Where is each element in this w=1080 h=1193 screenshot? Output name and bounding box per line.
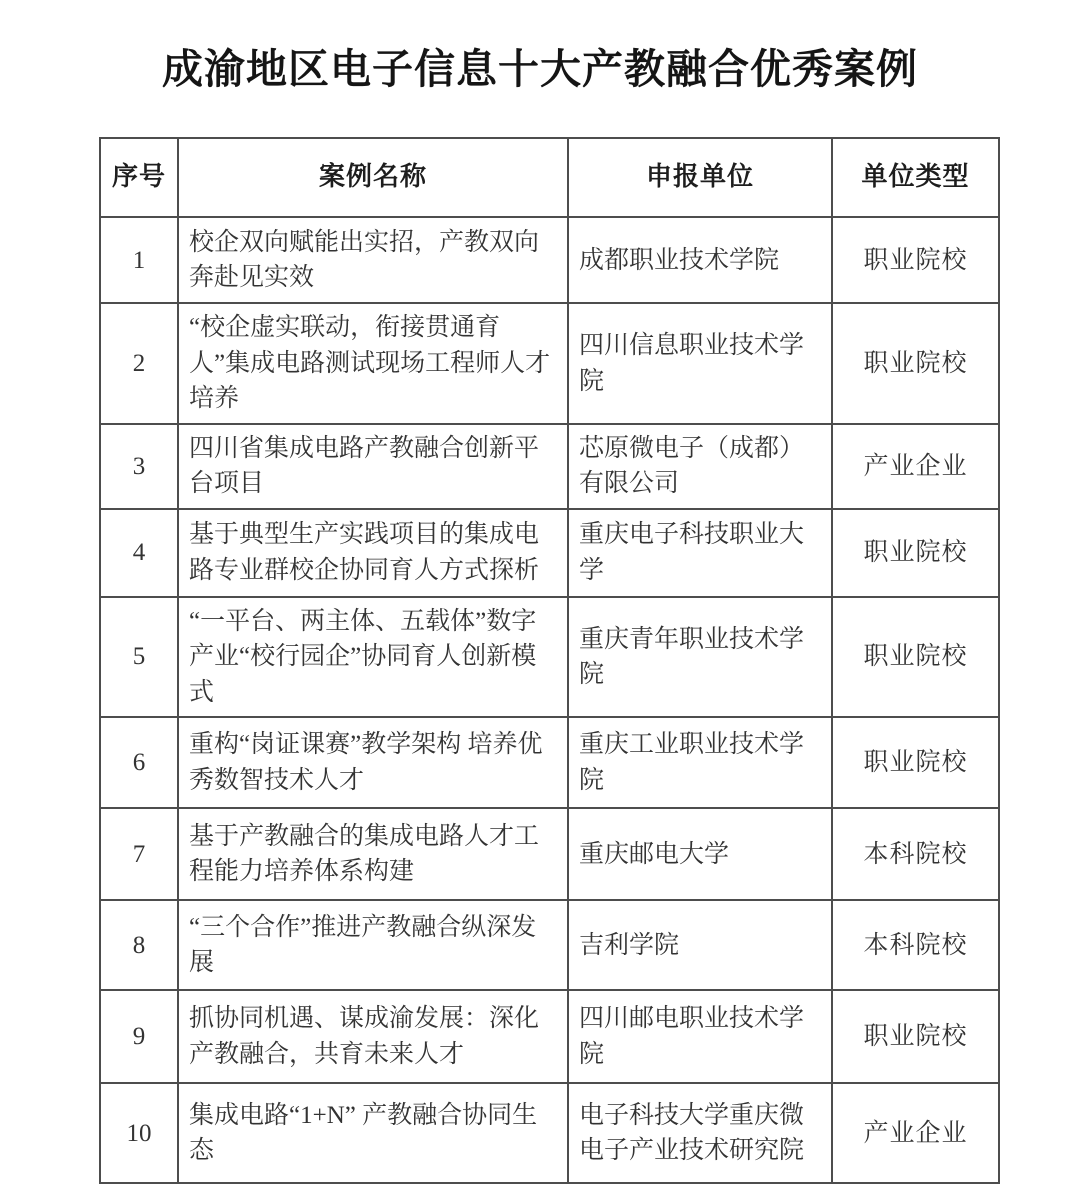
cases-table (99, 137, 1000, 1184)
serial-number-cell: 9 (100, 990, 178, 1083)
unit-type-cell: 产业企业 (832, 424, 999, 509)
applicant-unit-cell: 四川邮电职业技术学院 (568, 990, 832, 1083)
case-name-cell: 集成电路“1+N” 产教融合协同生态 (178, 1083, 568, 1183)
applicant-unit-cell: 电子科技大学重庆微电子产业技术研究院 (568, 1083, 832, 1183)
unit-type-cell: 职业院校 (832, 303, 999, 424)
case-name-cell: 重构“岗证课赛”教学架构 培养优秀数智技术人才 (178, 717, 568, 808)
serial-number-cell: 1 (100, 217, 178, 303)
table-row-3 (100, 424, 999, 509)
header-unit-type: 单位类型 (832, 138, 999, 217)
table-row-6 (100, 717, 999, 808)
applicant-unit-cell: 重庆电子科技职业大学 (568, 509, 832, 597)
applicant-unit-cell: 重庆工业职业技术学院 (568, 717, 832, 808)
case-name-cell: “三个合作”推进产教融合纵深发展 (178, 900, 568, 990)
case-name-cell: “一平台、两主体、五载体”数字产业“校行园企”协同育人创新模式 (178, 597, 568, 718)
case-name-cell: “校企虚实联动，衔接贯通育人”集成电路测试现场工程师人才培养 (178, 303, 568, 424)
table-row-5 (100, 597, 999, 718)
table-row-9 (100, 990, 999, 1083)
serial-number-cell: 5 (100, 597, 178, 718)
applicant-unit-cell: 成都职业技术学院 (568, 217, 832, 303)
case-name-cell: 四川省集成电路产教融合创新平台项目 (178, 424, 568, 509)
header-case-name: 案例名称 (178, 138, 568, 217)
unit-type-cell: 产业企业 (832, 1083, 999, 1183)
unit-type-cell: 职业院校 (832, 717, 999, 808)
unit-type-cell: 本科院校 (832, 900, 999, 990)
header-applicant-unit: 申报单位 (568, 138, 832, 217)
unit-type-cell: 职业院校 (832, 509, 999, 597)
serial-number-cell: 2 (100, 303, 178, 424)
serial-number-cell: 6 (100, 717, 178, 808)
applicant-unit-cell: 重庆青年职业技术学院 (568, 597, 832, 718)
applicant-unit-cell: 四川信息职业技术学院 (568, 303, 832, 424)
page-title: 成渝地区电子信息十大产教融合优秀案例 (162, 46, 918, 92)
applicant-unit-cell: 重庆邮电大学 (568, 808, 832, 900)
table-row-4 (100, 509, 999, 597)
table-row-8 (100, 900, 999, 990)
serial-number-cell: 3 (100, 424, 178, 509)
serial-number-cell: 7 (100, 808, 178, 900)
case-name-cell: 基于典型生产实践项目的集成电路专业群校企协同育人方式探析 (178, 509, 568, 597)
unit-type-cell: 职业院校 (832, 217, 999, 303)
case-name-cell: 抓协同机遇、谋成渝发展：深化产教融合，共育未来人才 (178, 990, 568, 1083)
case-name-cell: 基于产教融合的集成电路人才工程能力培养体系构建 (178, 808, 568, 900)
header-serial-number: 序号 (100, 138, 178, 217)
unit-type-cell: 职业院校 (832, 990, 999, 1083)
table-row-2 (100, 303, 999, 424)
serial-number-cell: 10 (100, 1083, 178, 1183)
table-header-row (100, 138, 999, 217)
table-row-1 (100, 217, 999, 303)
unit-type-cell: 本科院校 (832, 808, 999, 900)
serial-number-cell: 8 (100, 900, 178, 990)
applicant-unit-cell: 芯原微电子（成都）有限公司 (568, 424, 832, 509)
unit-type-cell: 职业院校 (832, 597, 999, 718)
applicant-unit-cell: 吉利学院 (568, 900, 832, 990)
table-row-7 (100, 808, 999, 900)
table-row-10 (100, 1083, 999, 1183)
case-name-cell: 校企双向赋能出实招，产教双向奔赴见实效 (178, 217, 568, 303)
serial-number-cell: 4 (100, 509, 178, 597)
